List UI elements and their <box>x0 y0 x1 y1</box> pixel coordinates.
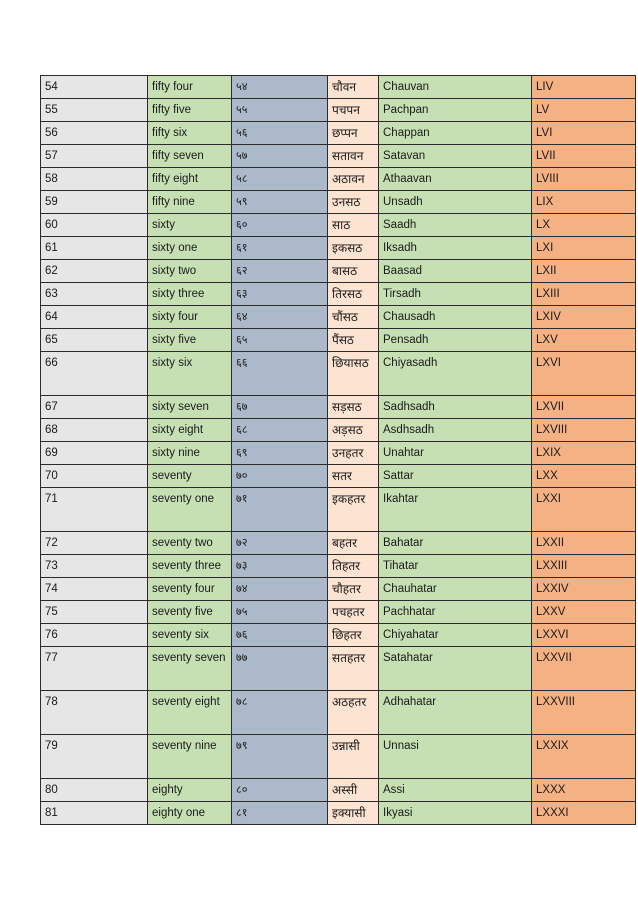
hindi-word-cell: छियासठ <box>328 352 379 396</box>
number-cell: 57 <box>41 145 148 168</box>
number-cell: 64 <box>41 306 148 329</box>
devanagari-numeral-cell: ७७ <box>232 647 328 691</box>
english-words-cell: seventy seven <box>148 647 232 691</box>
devanagari-numeral-cell: ६३ <box>232 283 328 306</box>
transliteration-cell: Sadhsadh <box>379 396 532 419</box>
english-words-cell: sixty two <box>148 260 232 283</box>
table-row <box>41 396 636 419</box>
devanagari-numeral-cell: ७९ <box>232 735 328 779</box>
devanagari-numeral-cell: ६६ <box>232 352 328 396</box>
english-words-cell: sixty six <box>148 352 232 396</box>
english-words-cell: seventy eight <box>148 691 232 735</box>
number-cell: 55 <box>41 99 148 122</box>
number-cell: 62 <box>41 260 148 283</box>
transliteration-cell: Satahatar <box>379 647 532 691</box>
roman-numeral-cell: LXXVIII <box>532 691 636 735</box>
devanagari-numeral-cell: ५७ <box>232 145 328 168</box>
table-row <box>41 329 636 352</box>
transliteration-cell: Unahtar <box>379 442 532 465</box>
hindi-word-cell: पचहतर <box>328 601 379 624</box>
devanagari-numeral-cell: ५६ <box>232 122 328 145</box>
devanagari-numeral-cell: ८० <box>232 779 328 802</box>
hindi-word-cell: छिहतर <box>328 624 379 647</box>
table-row <box>41 260 636 283</box>
hindi-word-cell: इक्यासी <box>328 802 379 825</box>
number-table-body <box>41 76 636 825</box>
table-row <box>41 76 636 99</box>
roman-numeral-cell: LIV <box>532 76 636 99</box>
roman-numeral-cell: LVIII <box>532 168 636 191</box>
transliteration-cell: Baasad <box>379 260 532 283</box>
english-words-cell: seventy six <box>148 624 232 647</box>
english-words-cell: fifty four <box>148 76 232 99</box>
roman-numeral-cell: LXIX <box>532 442 636 465</box>
roman-numeral-cell: LXXVII <box>532 647 636 691</box>
transliteration-cell: Chiyahatar <box>379 624 532 647</box>
english-words-cell: sixty nine <box>148 442 232 465</box>
english-words-cell: eighty one <box>148 802 232 825</box>
transliteration-cell: Pensadh <box>379 329 532 352</box>
table-row <box>41 168 636 191</box>
table-row <box>41 735 636 779</box>
english-words-cell: seventy five <box>148 601 232 624</box>
number-cell: 67 <box>41 396 148 419</box>
transliteration-cell: Ikyasi <box>379 802 532 825</box>
table-row <box>41 442 636 465</box>
transliteration-cell: Chausadh <box>379 306 532 329</box>
hindi-word-cell: अड़सठ <box>328 419 379 442</box>
roman-numeral-cell: LXXX <box>532 779 636 802</box>
number-cell: 60 <box>41 214 148 237</box>
table-row <box>41 488 636 532</box>
table-row <box>41 99 636 122</box>
roman-numeral-cell: LIX <box>532 191 636 214</box>
roman-numeral-cell: LXXV <box>532 601 636 624</box>
table-row <box>41 122 636 145</box>
table-row <box>41 624 636 647</box>
roman-numeral-cell: LXVII <box>532 396 636 419</box>
roman-numeral-cell: LXXIII <box>532 555 636 578</box>
english-words-cell: sixty seven <box>148 396 232 419</box>
roman-numeral-cell: LVI <box>532 122 636 145</box>
english-words-cell: seventy one <box>148 488 232 532</box>
english-words-cell: eighty <box>148 779 232 802</box>
english-words-cell: sixty eight <box>148 419 232 442</box>
devanagari-numeral-cell: ७१ <box>232 488 328 532</box>
english-words-cell: sixty three <box>148 283 232 306</box>
transliteration-cell: Chiyasadh <box>379 352 532 396</box>
number-table <box>40 75 636 825</box>
number-cell: 80 <box>41 779 148 802</box>
roman-numeral-cell: LXXIV <box>532 578 636 601</box>
devanagari-numeral-cell: ५८ <box>232 168 328 191</box>
table-row <box>41 647 636 691</box>
devanagari-numeral-cell: ६४ <box>232 306 328 329</box>
hindi-word-cell: छप्पन <box>328 122 379 145</box>
english-words-cell: fifty five <box>148 99 232 122</box>
number-cell: 78 <box>41 691 148 735</box>
hindi-word-cell: तिहतर <box>328 555 379 578</box>
roman-numeral-cell: LXXXI <box>532 802 636 825</box>
roman-numeral-cell: LXV <box>532 329 636 352</box>
devanagari-numeral-cell: ६० <box>232 214 328 237</box>
roman-numeral-cell: LXXI <box>532 488 636 532</box>
number-cell: 59 <box>41 191 148 214</box>
table-row <box>41 802 636 825</box>
transliteration-cell: Chauhatar <box>379 578 532 601</box>
number-cell: 65 <box>41 329 148 352</box>
hindi-word-cell: उनहतर <box>328 442 379 465</box>
roman-numeral-cell: LXI <box>532 237 636 260</box>
table-row <box>41 214 636 237</box>
number-cell: 73 <box>41 555 148 578</box>
english-words-cell: sixty five <box>148 329 232 352</box>
english-words-cell: fifty seven <box>148 145 232 168</box>
number-cell: 81 <box>41 802 148 825</box>
transliteration-cell: Adhahatar <box>379 691 532 735</box>
hindi-word-cell: उनसठ <box>328 191 379 214</box>
english-words-cell: sixty four <box>148 306 232 329</box>
number-cell: 75 <box>41 601 148 624</box>
transliteration-cell: Pachpan <box>379 99 532 122</box>
roman-numeral-cell: LX <box>532 214 636 237</box>
number-cell: 71 <box>41 488 148 532</box>
transliteration-cell: Athaavan <box>379 168 532 191</box>
roman-numeral-cell: LXII <box>532 260 636 283</box>
number-cell: 79 <box>41 735 148 779</box>
roman-numeral-cell: LXXIX <box>532 735 636 779</box>
transliteration-cell: Unnasi <box>379 735 532 779</box>
number-cell: 77 <box>41 647 148 691</box>
table-row <box>41 555 636 578</box>
table-row <box>41 601 636 624</box>
english-words-cell: fifty six <box>148 122 232 145</box>
transliteration-cell: Satavan <box>379 145 532 168</box>
table-row <box>41 532 636 555</box>
english-words-cell: seventy nine <box>148 735 232 779</box>
transliteration-cell: Chappan <box>379 122 532 145</box>
table-row <box>41 306 636 329</box>
table-row <box>41 578 636 601</box>
roman-numeral-cell: LV <box>532 99 636 122</box>
number-cell: 66 <box>41 352 148 396</box>
devanagari-numeral-cell: ७३ <box>232 555 328 578</box>
transliteration-cell: Saadh <box>379 214 532 237</box>
number-cell: 69 <box>41 442 148 465</box>
transliteration-cell: Iksadh <box>379 237 532 260</box>
roman-numeral-cell: LXIII <box>532 283 636 306</box>
transliteration-cell: Tihatar <box>379 555 532 578</box>
number-cell: 63 <box>41 283 148 306</box>
devanagari-numeral-cell: ६१ <box>232 237 328 260</box>
table-row <box>41 419 636 442</box>
devanagari-numeral-cell: ५५ <box>232 99 328 122</box>
devanagari-numeral-cell: ६८ <box>232 419 328 442</box>
devanagari-numeral-cell: ७६ <box>232 624 328 647</box>
number-cell: 61 <box>41 237 148 260</box>
hindi-word-cell: सतर <box>328 465 379 488</box>
number-cell: 68 <box>41 419 148 442</box>
table-row <box>41 779 636 802</box>
devanagari-numeral-cell: ५४ <box>232 76 328 99</box>
hindi-word-cell: तिरसठ <box>328 283 379 306</box>
devanagari-numeral-cell: ७५ <box>232 601 328 624</box>
hindi-word-cell: उन्नासी <box>328 735 379 779</box>
hindi-word-cell: पचपन <box>328 99 379 122</box>
devanagari-numeral-cell: ७० <box>232 465 328 488</box>
hindi-word-cell: चौंसठ <box>328 306 379 329</box>
number-cell: 58 <box>41 168 148 191</box>
table-row <box>41 691 636 735</box>
english-words-cell: fifty nine <box>148 191 232 214</box>
table-row <box>41 352 636 396</box>
hindi-word-cell: चौहतर <box>328 578 379 601</box>
transliteration-cell: Ikahtar <box>379 488 532 532</box>
english-words-cell: seventy three <box>148 555 232 578</box>
hindi-word-cell: साठ <box>328 214 379 237</box>
devanagari-numeral-cell: ६९ <box>232 442 328 465</box>
hindi-word-cell: पैंसठ <box>328 329 379 352</box>
devanagari-numeral-cell: ५९ <box>232 191 328 214</box>
english-words-cell: fifty eight <box>148 168 232 191</box>
table-row <box>41 191 636 214</box>
english-words-cell: seventy four <box>148 578 232 601</box>
table-row <box>41 145 636 168</box>
devanagari-numeral-cell: ६७ <box>232 396 328 419</box>
roman-numeral-cell: LXVIII <box>532 419 636 442</box>
hindi-word-cell: बासठ <box>328 260 379 283</box>
table-row <box>41 237 636 260</box>
transliteration-cell: Tirsadh <box>379 283 532 306</box>
roman-numeral-cell: LVII <box>532 145 636 168</box>
hindi-word-cell: बहतर <box>328 532 379 555</box>
hindi-word-cell: अस्सी <box>328 779 379 802</box>
transliteration-cell: Unsadh <box>379 191 532 214</box>
number-cell: 54 <box>41 76 148 99</box>
number-cell: 56 <box>41 122 148 145</box>
hindi-word-cell: अठहतर <box>328 691 379 735</box>
transliteration-cell: Pachhatar <box>379 601 532 624</box>
hindi-word-cell: इकसठ <box>328 237 379 260</box>
transliteration-cell: Asdhsadh <box>379 419 532 442</box>
devanagari-numeral-cell: ७२ <box>232 532 328 555</box>
transliteration-cell: Bahatar <box>379 532 532 555</box>
devanagari-numeral-cell: ७४ <box>232 578 328 601</box>
number-cell: 74 <box>41 578 148 601</box>
roman-numeral-cell: LXXII <box>532 532 636 555</box>
hindi-word-cell: सतहतर <box>328 647 379 691</box>
hindi-word-cell: अठावन <box>328 168 379 191</box>
english-words-cell: seventy <box>148 465 232 488</box>
devanagari-numeral-cell: ६५ <box>232 329 328 352</box>
roman-numeral-cell: LXX <box>532 465 636 488</box>
roman-numeral-cell: LXVI <box>532 352 636 396</box>
number-cell: 72 <box>41 532 148 555</box>
roman-numeral-cell: LXIV <box>532 306 636 329</box>
english-words-cell: sixty <box>148 214 232 237</box>
devanagari-numeral-cell: ८१ <box>232 802 328 825</box>
number-cell: 76 <box>41 624 148 647</box>
devanagari-numeral-cell: ७८ <box>232 691 328 735</box>
transliteration-cell: Chauvan <box>379 76 532 99</box>
devanagari-numeral-cell: ६२ <box>232 260 328 283</box>
hindi-word-cell: इकहतर <box>328 488 379 532</box>
english-words-cell: sixty one <box>148 237 232 260</box>
hindi-word-cell: चौवन <box>328 76 379 99</box>
number-cell: 70 <box>41 465 148 488</box>
transliteration-cell: Assi <box>379 779 532 802</box>
transliteration-cell: Sattar <box>379 465 532 488</box>
hindi-word-cell: सड़सठ <box>328 396 379 419</box>
roman-numeral-cell: LXXVI <box>532 624 636 647</box>
table-row <box>41 283 636 306</box>
hindi-word-cell: सतावन <box>328 145 379 168</box>
table-row <box>41 465 636 488</box>
english-words-cell: seventy two <box>148 532 232 555</box>
